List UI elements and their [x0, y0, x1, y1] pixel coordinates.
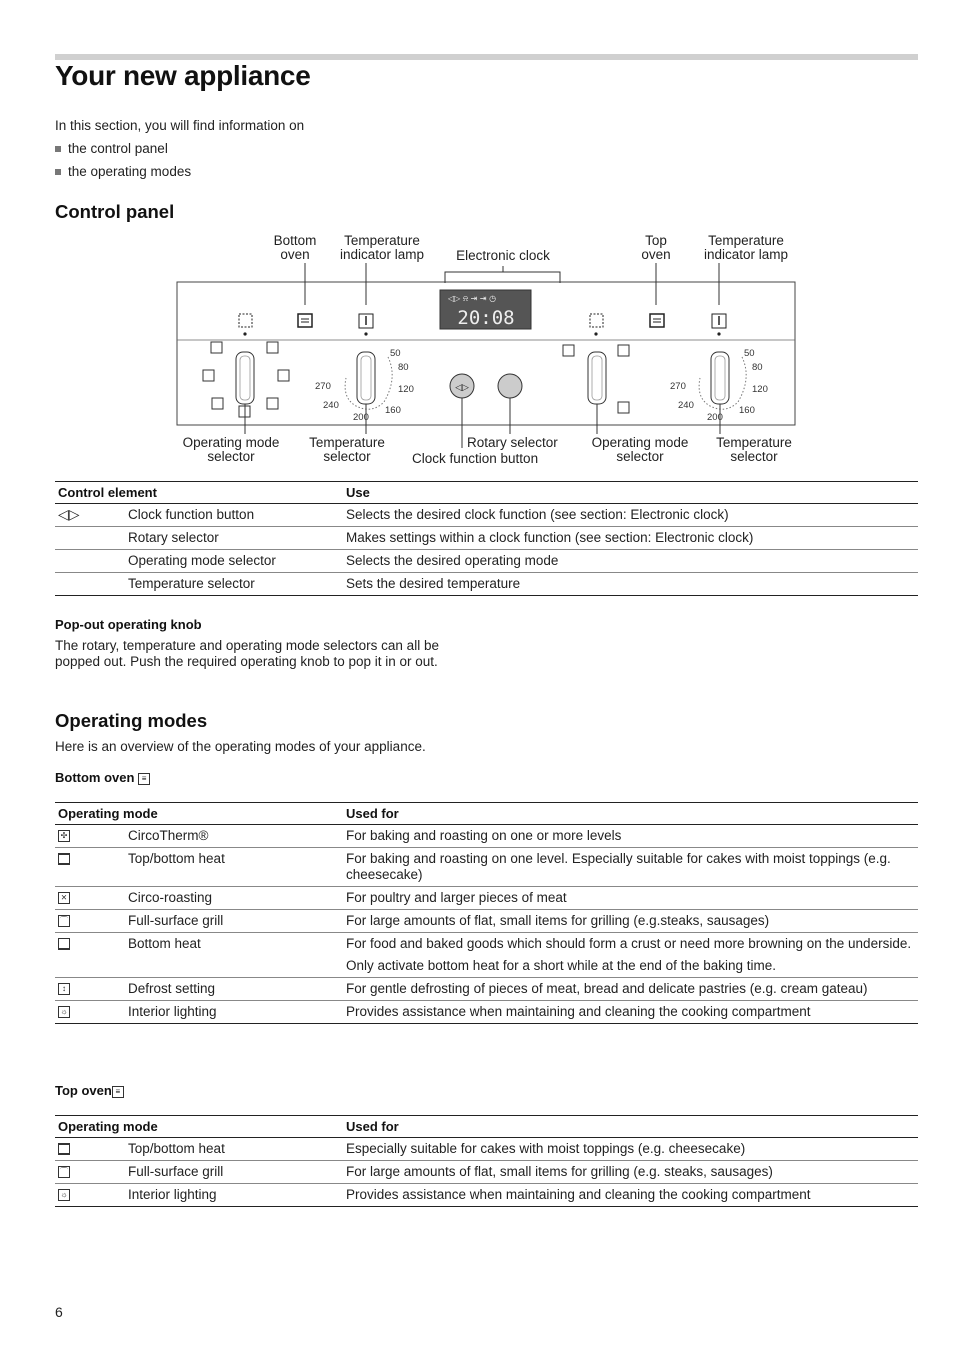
table-row	[55, 1001, 918, 1024]
page-title: Your new appliance	[55, 60, 311, 91]
table-cell: For food and baked goods which should form a crust or need more browning on the underside. Only activate bottom heat for a short while at the end of the baking time.	[343, 933, 918, 978]
temp-mark: 120	[398, 384, 414, 395]
clock-time: 20:08	[457, 307, 515, 329]
clock-function-icon: ◁▷	[455, 383, 469, 393]
table-cell: Clock function button	[125, 504, 343, 527]
temp-mark: 270	[670, 381, 686, 392]
label-temp-lamp-left: Temperature indicator lamp	[339, 233, 425, 262]
table-cell: Bottom heat	[125, 933, 343, 978]
table-cell: For baking and roasting on one or more levels	[343, 825, 918, 848]
circotherm-icon: ✣	[58, 830, 70, 842]
label-clock-function-button: Clock function button	[412, 451, 539, 466]
temp-mark: 200	[353, 412, 369, 423]
temp-mark: 160	[739, 405, 755, 416]
table-cell: For large amounts of flat, small items for grilling (e.g.steaks, sausages)	[343, 910, 918, 933]
table-row	[55, 978, 918, 1001]
label-op-mode-right: Operating mode selector	[591, 435, 689, 464]
defrost-icon: ↕	[58, 983, 70, 995]
table-row	[55, 887, 918, 910]
table-cell: Provides assistance when maintaining and cleaning the cooking compartment	[343, 1001, 918, 1024]
temperature-knob-right[interactable]	[711, 352, 729, 404]
label-temp-lamp-right: Temperature indicator lamp	[703, 233, 789, 262]
label-rotary-selector: Rotary selector	[467, 435, 558, 450]
label-temp-sel-left: Temperature selector	[309, 435, 385, 464]
intro-bullet: the operating modes	[55, 164, 304, 187]
label-op-mode-left: Operating mode selector	[182, 435, 280, 464]
indicator-dot	[364, 332, 367, 335]
column-header: Control element	[55, 482, 343, 504]
table-header-row	[55, 1116, 918, 1138]
circo-roasting-icon: ⨯	[58, 892, 70, 904]
column-header: Operating mode	[55, 1116, 343, 1138]
table-cell: Top/bottom heat	[125, 1138, 343, 1161]
table-row	[55, 573, 918, 596]
label-temp-sel-right: Temperature selector	[716, 435, 792, 464]
control-panel-diagram	[0, 0, 954, 480]
table-row	[55, 527, 918, 550]
table-cell: For large amounts of flat, small items for grilling (e.g. steaks, sausages)	[343, 1161, 918, 1184]
bottom-heat-icon	[58, 938, 70, 950]
table-cell: For poultry and larger pieces of meat	[343, 887, 918, 910]
table-cell: Full-surface grill	[125, 910, 343, 933]
table-header-row	[55, 803, 918, 825]
table-cell: For baking and roasting on one level. Especially suitable for cakes with moist toppings (e.g. cheesecake)	[343, 848, 918, 887]
table-row	[55, 933, 918, 978]
label-top-oven: Top oven	[641, 233, 671, 262]
temp-mark: 200	[707, 412, 723, 423]
temp-mark: 270	[315, 381, 331, 392]
table-row	[55, 1161, 918, 1184]
column-header: Used for	[343, 1116, 918, 1138]
operating-mode-knob-right[interactable]	[588, 352, 606, 404]
label-bottom-oven: Bottom oven	[273, 233, 317, 262]
temp-mark: 80	[752, 362, 763, 373]
table-cell: Sets the desired temperature	[343, 573, 918, 596]
table-cell: Circo-roasting	[125, 887, 343, 910]
indicator-dot	[243, 332, 246, 335]
table-cell: Rotary selector	[125, 527, 343, 550]
column-header: Operating mode	[55, 803, 343, 825]
popout-heading: Pop-out operating knob	[55, 617, 202, 632]
table-cell: Defrost setting	[125, 978, 343, 1001]
intro-lead: In this section, you will find information on	[55, 118, 305, 133]
table-cell: Top/bottom heat	[125, 848, 343, 887]
oven-icon: ≡	[112, 1086, 124, 1098]
page-number: 6	[55, 1304, 63, 1320]
table-header-row	[55, 482, 918, 504]
temp-mark: 50	[390, 348, 401, 359]
full-surface-grill-icon: ⌒	[60, 1167, 68, 1177]
top-oven-heading: Top oven ≡	[55, 1083, 124, 1098]
table-cell: Makes settings within a clock function (see section: Electronic clock)	[343, 527, 918, 550]
table-row	[55, 504, 918, 527]
table-cell: Especially suitable for cakes with moist toppings (e.g. cheesecake)	[343, 1138, 918, 1161]
intro-bullet: the control panel	[55, 141, 304, 164]
operating-modes-heading: Operating modes	[55, 710, 208, 731]
oven-icon: ≡	[138, 773, 150, 785]
column-header: Use	[343, 482, 918, 504]
bottom-oven-table	[55, 802, 918, 1024]
table-cell: Full-surface grill	[125, 1161, 343, 1184]
table-cell: Selects the desired operating mode	[343, 550, 918, 573]
leader-bracket	[445, 266, 560, 283]
table-cell: Interior lighting	[125, 1184, 343, 1207]
table-row	[55, 825, 918, 848]
popout-text: The rotary, temperature and operating mode selectors can all be popped out. Push the required operating knob to pop it in or out.	[55, 638, 439, 669]
table-row	[55, 1184, 918, 1207]
interior-lighting-icon: ☼	[58, 1006, 70, 1018]
table-cell: Operating mode selector	[125, 550, 343, 573]
temp-mark: 50	[744, 348, 755, 359]
table-row	[55, 1138, 918, 1161]
temp-mark: 80	[398, 362, 409, 373]
operating-mode-knob-left[interactable]	[236, 352, 254, 404]
temp-mark: 120	[752, 384, 768, 395]
rotary-selector[interactable]	[498, 374, 522, 398]
table-cell: CircoTherm®	[125, 825, 343, 848]
table-cell: Selects the desired clock function (see section: Electronic clock)	[343, 504, 918, 527]
clock-function-icon: ◁▷	[58, 507, 80, 523]
table-cell: Interior lighting	[125, 1001, 343, 1024]
indicator-dot	[717, 332, 720, 335]
table-row	[55, 550, 918, 573]
table-cell: Temperature selector	[125, 573, 343, 596]
control-panel-heading: Control panel	[55, 201, 175, 222]
top-bottom-heat-icon	[58, 1143, 70, 1155]
table-row	[55, 848, 918, 887]
top-oven-table	[55, 1115, 918, 1207]
interior-lighting-icon: ☼	[58, 1189, 70, 1201]
clock-symbols-icon: ◁▷ ⍾ ⇥ ⇥ ◷	[448, 294, 497, 303]
indicator-dot	[594, 332, 597, 335]
temp-mark: 240	[323, 400, 339, 411]
table-row	[55, 910, 918, 933]
temp-mark: 160	[385, 405, 401, 416]
full-surface-grill-icon: ⌒	[60, 916, 68, 926]
label-electronic-clock: Electronic clock	[456, 248, 550, 263]
column-header: Used for	[343, 803, 918, 825]
control-element-table	[55, 481, 918, 596]
temp-mark: 240	[678, 400, 694, 411]
temperature-knob-left[interactable]	[357, 352, 375, 404]
top-bottom-heat-icon	[58, 853, 70, 865]
table-cell: For gentle defrosting of pieces of meat, bread and delicate pastries (e.g. cream gateau)	[343, 978, 918, 1001]
operating-modes-intro: Here is an overview of the operating modes of your appliance.	[55, 739, 426, 754]
bottom-oven-heading: Bottom oven ≡	[55, 770, 150, 785]
table-cell: Provides assistance when maintaining and cleaning the cooking compartment	[343, 1184, 918, 1207]
